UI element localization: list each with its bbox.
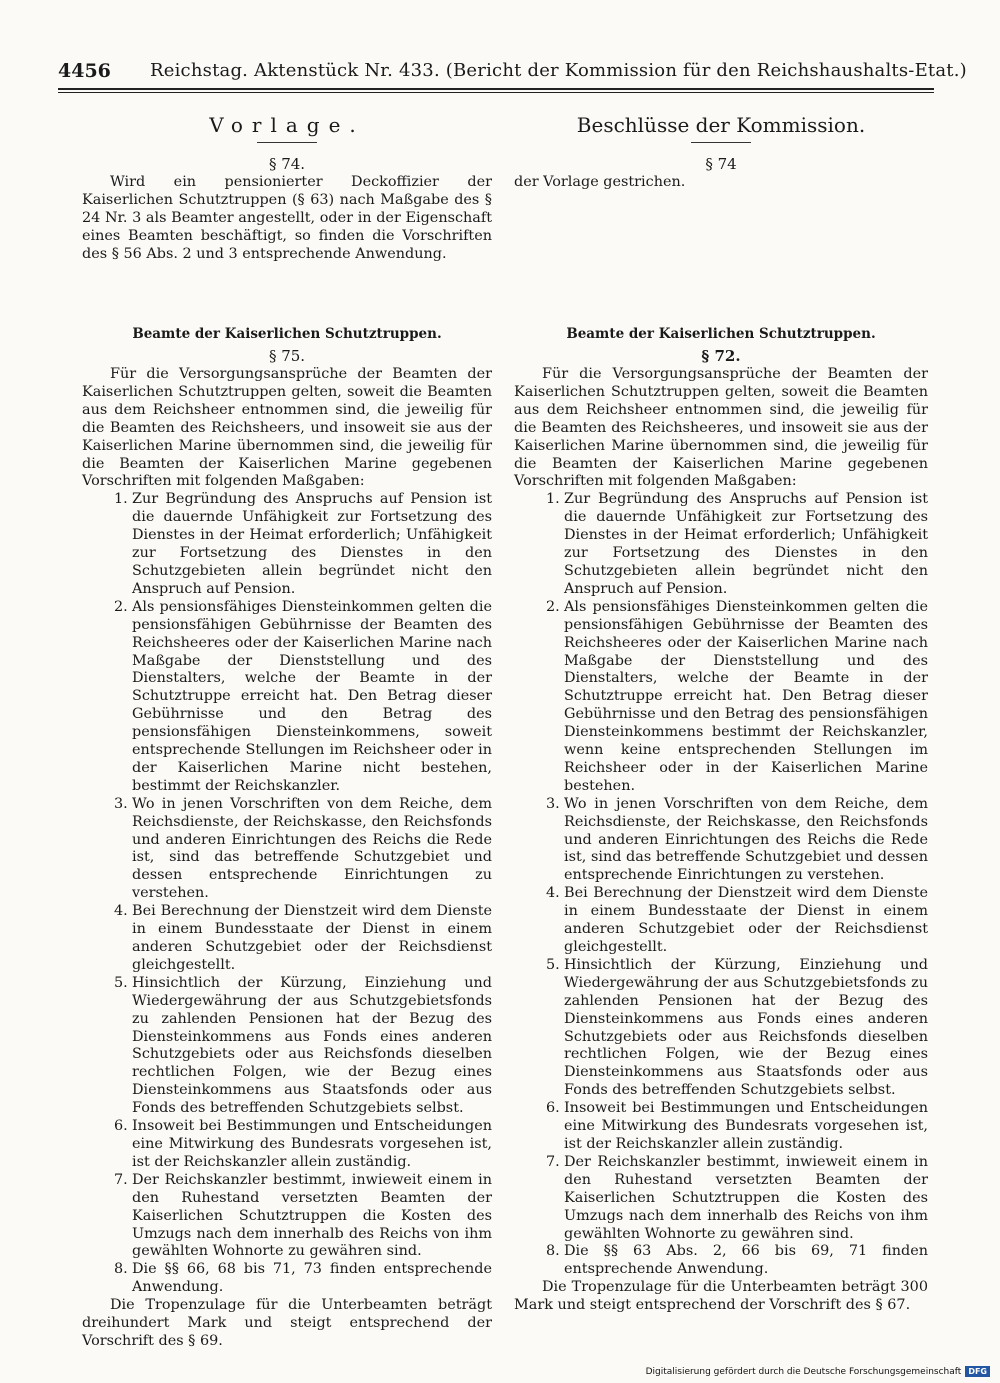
heading-rule: [257, 142, 317, 143]
footer-text: Digitalisierung gefördert durch die Deutsche Forschungsgemeinschaft: [645, 1367, 962, 1377]
list-item: 1. Zur Begründung des Anspruchs auf Pension ist die dauernde Unfähigkeit zur Fortsetzung des Dienstes in der Heimat erforderlich; Unfähigkeit zur Fortsetzung des Dienstes in den Schutzgebieten allein begründet nicht den Anspruch auf Pension.: [114, 491, 492, 597]
list-item: 5. Hinsichtlich der Kürzung, Einziehung und Wiedergewährung der aus Schutzgebietsfonds zu zahlenden Pensionen hat der Bezug des Diensteinkommens aus Fonds eines anderen Schutzgebiets oder aus Reichsfonds dieselben rechtlichen Folgen, wie der Bezug eines Diensteinkommens aus Staatsfonds oder aus Fonds des betreffenden Schutzgebiets selbst.: [114, 974, 492, 1117]
list-item: 6. Insoweit bei Bestimmungen und Entscheidungen eine Mitwirkung des Bundesrats vorgesehen ist, ist der Reichskanzler allein zuständig.: [546, 1100, 928, 1152]
provision-list: [82, 491, 492, 1297]
closing-paragraph: Die Tropenzulage für die Unterbeamten beträgt dreihundert Mark und steigt entsprechend der Vorschrift des § 69.: [82, 1297, 492, 1349]
section-74: [514, 155, 928, 325]
column-heading: Beschlüsse der Kommission.: [576, 113, 866, 137]
heading-rule: [691, 142, 751, 143]
list-item: 5. Hinsichtlich der Kürzung, Einziehung und Wiedergewährung der aus Schutzgebietsfonds zu zahlenden Pensionen hat der Bezug des Diensteinkommens aus Fonds eines anderen Schutzgebiets oder aus Reichsfonds dieselben rechtlichen Folgen, wie der Bezug eines Diensteinkommens aus Staatsfonds oder aus Fonds des betreffenden Schutzgebiets selbst.: [546, 956, 928, 1099]
closing-paragraph: Die Tropenzulage für die Unterbeamten beträgt 300 Mark und steigt entsprechend der Vorschrift des § 67.: [514, 1279, 928, 1314]
paragraph-text: Wird ein pensionierter Deckoffizier der Kaiserlichen Schutztruppen (§ 63) nach Maßgabe des § 24 Nr. 3 als Beamter angestellt, oder in der Eigenschaft eines Beamten beschäftigt, so finden die Vorschriften des § 56 Abs. 2 und 3 entsprechende Anwendung.: [82, 174, 492, 262]
column-vorlage: [82, 112, 492, 1351]
paragraph-sign: § 75.: [268, 347, 306, 365]
running-header: [58, 60, 967, 84]
list-item: 4. Bei Berechnung der Dienstzeit wird dem Dienste in einem Bundesstaate der Dienst in einem anderen Schutzgebiet oder der Reichsdienst gleichgestellt.: [114, 903, 492, 973]
list-item: 8. Die §§ 66, 68 bis 71, 73 finden entsprechende Anwendung.: [114, 1261, 492, 1296]
section-74: [82, 155, 492, 325]
section-title: Beamte der Kaiserlichen Schutztruppen.: [566, 326, 876, 342]
list-item: 1. Zur Begründung des Anspruchs auf Pension ist die dauernde Unfähigkeit zur Fortsetzung des Dienstes in der Heimat erforderlich; Unfähigkeit zur Fortsetzung des Dienstes in den Schutzgebieten allein begründet nicht den Anspruch auf Pension.: [546, 491, 928, 597]
header-rule: [58, 88, 934, 90]
dfg-logo: DFG: [965, 1366, 990, 1377]
provision-list: [514, 491, 928, 1279]
list-item: 3. Wo in jenen Vorschriften von dem Reiche, dem Reichsdienste, der Reichskasse, den Reichsfonds und anderen Einrichtungen des Reichs die Rede ist, sind das betreffende Schutzgebiet und dessen entsprechende Einrichtungen zu verstehen.: [114, 795, 492, 902]
paragraph-sign: § 74: [705, 155, 737, 173]
list-item: 8. Die §§ 63 Abs. 2, 66 bis 69, 71 finden entsprechende Anwendung.: [546, 1243, 928, 1278]
list-item: 7. Der Reichskanzler bestimmt, inwieweit einem in den Ruhestand versetzten Beamten der Kaiserlichen Schutztruppen die Kosten des Umzugs nach dem innerhalb des Reichs von ihm gewählten Wohnorte zu gewähren sind.: [546, 1153, 928, 1242]
section-title: Beamte der Kaiserlichen Schutztruppen.: [132, 326, 442, 342]
list-item: 2. Als pensionsfähiges Diensteinkommen gelten die pensionsfähigen Gebührnisse der Beamten des Reichsheeres oder der Kaiserlichen Marine nach Maßgabe der Dienststellung und des Dienstalters, welche der Beamte in der Schutztruppe erreicht hat. Den Betrag dieser Gebührnisse und den Betrag des pensionsfähigen Diensteinkommens, soweit entsprechende Stellungen im Reichsheer oder in der Kaiserlichen Marine nicht bestehen, bestimmt der Reichskanzler.: [114, 598, 492, 794]
digitization-footer: [646, 1366, 990, 1377]
page-number: 4456: [58, 60, 111, 82]
header-rule-thin: [58, 92, 934, 93]
paragraph-intro: Für die Versorgungsansprüche der Beamten der Kaiserlichen Schutztruppen gelten, soweit die Beamten aus dem Reichsheer entnommen sind, die jeweilig für die Beamten des Reichsheeres, und insoweit sie aus der Kaiserlichen Marine übernommen sind, die jeweilig für die Beamten der Kaiserlichen Marine gegebenen Vorschriften mit folgenden Maßgaben:: [514, 366, 928, 490]
list-item: 6. Insoweit bei Bestimmungen und Entscheidungen eine Mitwirkung des Bundesrats vorgesehen ist, ist der Reichskanzler allein zuständig.: [114, 1118, 492, 1170]
paragraph-sign: § 74.: [268, 155, 306, 173]
list-item: 7. Der Reichskanzler bestimmt, inwieweit einem in den Ruhestand versetzten Beamten der Kaiserlichen Schutztruppen die Kosten des Umzugs nach dem innerhalb des Reichs von ihm gewählten Wohnorte zu gewähren sind.: [114, 1171, 492, 1260]
paragraph-intro: Für die Versorgungsansprüche der Beamten der Kaiserlichen Schutztruppen gelten, soweit die Beamten aus dem Reichsheer entnommen sind, die jeweilig für die Beamten des Reichsheers, und insoweit sie aus der Kaiserlichen Marine übernommen sind, die jeweilig für die Beamten der Kaiserlichen Marine gegebenen Vorschriften mit folgenden Maßgaben:: [82, 366, 492, 490]
paragraph-text: der Vorlage gestrichen.: [514, 174, 686, 190]
column-beschluesse: [514, 112, 928, 1315]
list-item: 4. Bei Berechnung der Dienstzeit wird dem Dienste in einem Bundesstaate der Dienst in einem anderen Schutzgebiet oder der Reichsdienst gleichgestellt.: [546, 885, 928, 955]
list-item: 2. Als pensionsfähiges Diensteinkommen gelten die pensionsfähigen Gebührnisse der Beamten des Reichsheeres oder der Kaiserlichen Marine nach Maßgabe der Dienststellung und des Dienstalters, welche der Beamte in der Schutztruppe erreicht hat. Den Betrag dieser Gebührnisse und den Betrag des pensionsfähigen Diensteinkommens bestimmt der Reichskanzler, wenn keine entsprechenden Stellungen im Reichsheer oder in der Kaiserlichen Marine bestehen.: [546, 598, 928, 794]
column-heading: Vorlage.: [209, 113, 365, 137]
list-item: 3. Wo in jenen Vorschriften von dem Reiche, dem Reichsdienste, der Reichskasse, den Reichsfonds und anderen Einrichtungen des Reichs die Rede ist, sind das betreffende Schutzgebiet und dessen entsprechende Einrichtungen zu verstehen.: [546, 795, 928, 884]
paragraph-sign: § 72.: [701, 347, 741, 365]
header-title: Reichstag. Aktenstück Nr. 433. (Bericht der Kommission für den Reichshaushalts-Etat.): [150, 60, 967, 81]
